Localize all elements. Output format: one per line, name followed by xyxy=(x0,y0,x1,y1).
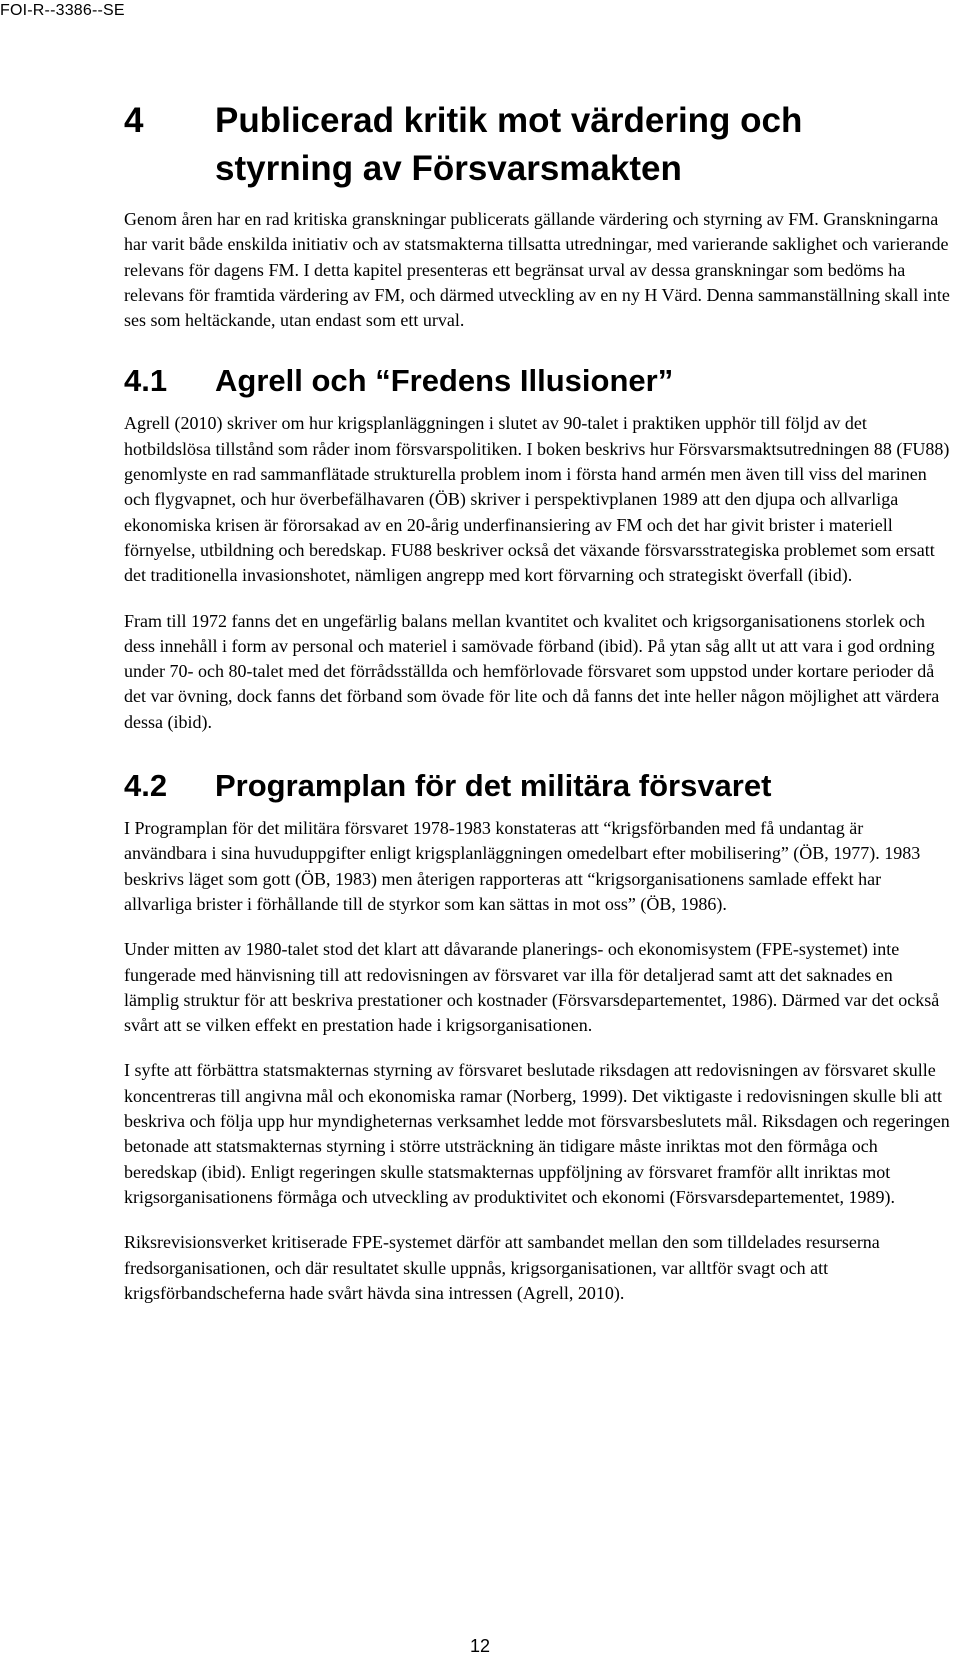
section-heading-4-2 xyxy=(124,766,950,806)
page-body xyxy=(124,97,950,1326)
section-4-2-paragraph-3: I syfte att förbättra statsmakternas styrning av försvaret beslutade riksdagen att redovisningen av försvaret skulle koncentreras till angivna mål och ekonomiska ramar (Norberg, 1999). Det viktigaste i redovisningen skulle bli att beskriva och följa upp hur myndigheternas verksamhet ledde mot försvarsbeslutets mål. Riksdagen och regeringen betonade att statsmakternas styrning i större utsträckning än tidigare måste inriktas mot den förmåga och beredskap (ibid). Enligt regeringen skulle statsmakternas uppföljning av försvaret framför allt inriktas mot krigsorganisationens förmåga och utveckling av produktivitet och ekonomi (Försvarsdepartementet, 1989). xyxy=(124,1060,950,1207)
section-heading-4-1 xyxy=(124,361,950,401)
chapter-intro-paragraph: Genom åren har en rad kritiska granskningar publicerats gällande värdering och styrning av FM. Granskningarna har varit både enskilda initiativ och av statsmakterna tillsatta utredningar, med varierande saklighet och varierande relevans för dagens FM. I detta kapitel presenteras ett begränsat urval av dessa granskningar som bedöms ha relevans för framtida värdering av FM, och därmed utveckling av en ny H Värd. Denna sammanställning skall inte ses som heltäckande, utan endast som ett urval. xyxy=(124,209,950,331)
chapter-number: 4 xyxy=(124,101,144,140)
section-4-2-paragraph-2: Under mitten av 1980-talet stod det klart att dåvarande planerings- och ekonomisystem (FPE-systemet) inte fungerade med hänvisning till att redovisningen av försvaret var illa för detaljerad samt att det saknades en lämplig struktur för att beskriva prestationer och kostnader (Försvarsdepartementet, 1986). Därmed var det också svårt att se vilken effekt en prestation hade i krigsorganisationen. xyxy=(124,939,940,1036)
page-number: 12 xyxy=(469,1636,491,1656)
section-4-2-paragraph-1: I Programplan för det militära försvaret 1978-1983 konstateras att “krigsförbanden med få undantag är användbara i sina huvuduppgifter enligt krigsplanläggningen omedelbart efter mobilisering” (ÖB, 1977). 1983 beskrivs läget som gott (ÖB, 1983) men återigen rapporteras att “krigsorganisationens samlade effekt har allvarliga brister i förhållande till de styrkor som kan sättas in mot oss” (ÖB, 1986). xyxy=(124,818,921,914)
section-4-1-paragraph-2: Fram till 1972 fanns det en ungefärlig balans mellan kvantitet och kvalitet och krigsorganisationens storlek och dess innehåll i form av personal och materiel i samövade förband (ibid). På ytan såg allt ut att vara i god ordning under 70- och 80-talet med det förrådsställda och hemförlovade försvaret som uppstod under kortare perioder då det var övning, dock fanns det förband som övade för lite och då fanns det inte heller någon möjlighet att värdera dessa (ibid). xyxy=(124,610,940,732)
section-4-2-paragraph-4: Riksrevisionsverket kritiserade FPE-systemet därför att sambandet mellan den som tilldelades resurserna fredsorganisationen, och där resultatet skulle uppnås, krigsorganisationen, var alltför svagt och att krigsförbandscheferna hade svårt hävda sina intressen (Agrell, 2010). xyxy=(124,1232,880,1303)
chapter-title: Publicerad kritik mot värdering och styrning av Försvarsmakten xyxy=(215,101,803,188)
section-title: Programplan för det militära försvaret xyxy=(215,768,772,804)
section-number: 4.2 xyxy=(124,768,168,804)
section-4-1-paragraph-1: Agrell (2010) skriver om hur krigsplanläggningen i slutet av 90-talet i praktiken upphör till följd av det hotbildslösa tillstånd som råder inom försvarspolitiken. I boken beskrivs hur Försvarsmaktsutredningen 88 (FU88) genomlyste en rad sammanflätade strukturella problem inom i första hand armén men även till viss del marinen och flygvapnet, och hur överbefälhavaren (ÖB) skriver i perspektivplanen 1989 att den djupa och allvarliga ekonomiska krisen är förorsakad av en 20-årig underfinansiering av FM och det har givit brister i materiell förnyelse, utbildning och beredskap. FU88 beskriver också det växande försvarsstrategiska problemet som ersatt det traditionella invasionshotet, nämligen angrepp med kort förvarning och strategiskt överfall (ibid). xyxy=(124,413,950,586)
document-id: FOI-R--3386--SE xyxy=(0,2,125,19)
section-title: Agrell och “Fredens Illusioner” xyxy=(215,363,674,399)
section-number: 4.1 xyxy=(124,363,168,399)
chapter-heading xyxy=(124,97,950,193)
